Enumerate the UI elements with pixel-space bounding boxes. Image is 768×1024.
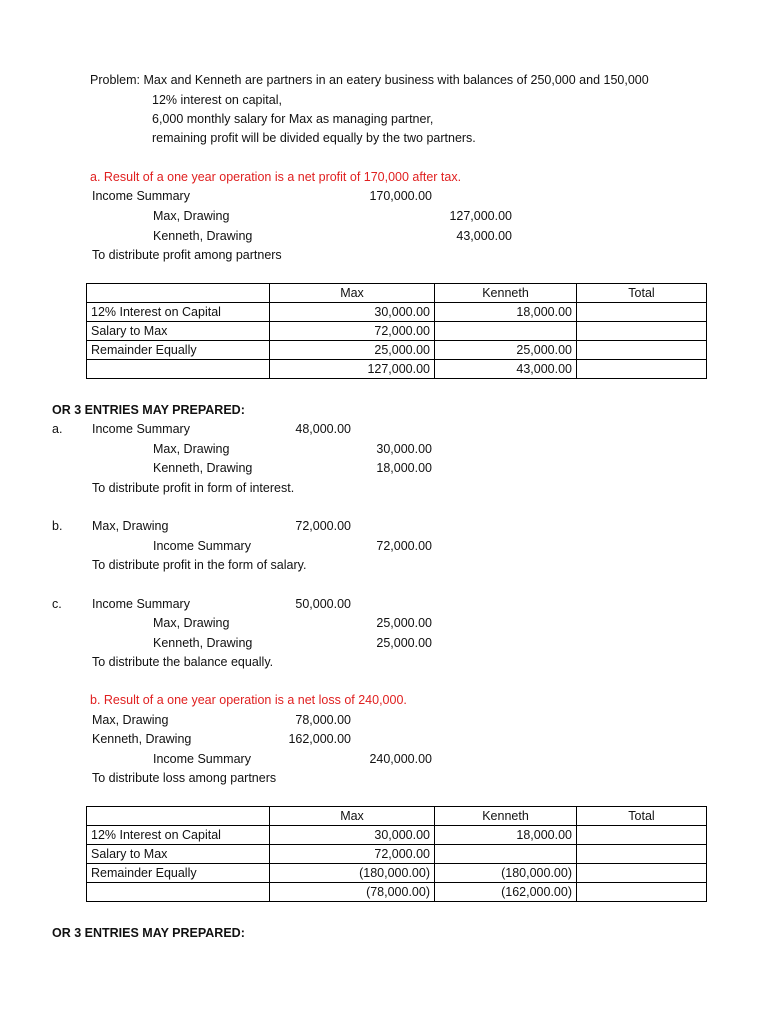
entry-letter: a. <box>52 422 63 436</box>
entry-cr2-amount: 25,000.00 <box>376 636 432 650</box>
entry-cr1-account: Max, Drawing <box>153 442 230 456</box>
entry-dr1-amount: 78,000.00 <box>295 713 351 727</box>
entry-explanation: To distribute the balance equally. <box>92 655 274 669</box>
table-header-row <box>87 807 707 826</box>
table-cell: Salary to Max <box>87 322 270 341</box>
table-row <box>87 360 707 379</box>
table-header-cell <box>87 284 270 303</box>
entry-dr-account: Max, Drawing <box>92 519 169 533</box>
table-header-cell: Max <box>270 807 435 826</box>
entry-cr-account: Income Summary <box>153 752 251 766</box>
part-b-heading: b. Result of a one year operation is a net loss of 240,000. <box>90 693 407 707</box>
table-header-cell: Kenneth <box>435 284 577 303</box>
entry-cr2-account: Kenneth, Drawing <box>153 636 253 650</box>
part-a-heading: a. Result of a one year operation is a net profit of 170,000 after tax. <box>90 170 462 184</box>
entry-explanation: To distribute profit in form of interest. <box>92 481 295 495</box>
entry-cr1-account: Max, Drawing <box>153 616 230 630</box>
entry-cr1-account: Income Summary <box>153 539 251 553</box>
table-cell: 127,000.00 <box>270 360 435 379</box>
table-cell: 18,000.00 <box>435 826 577 845</box>
entry-explanation: To distribute loss among partners <box>92 771 277 785</box>
table-cell <box>577 322 707 341</box>
entry-cr2-account: Kenneth, Drawing <box>153 229 253 243</box>
entry-dr1-account: Max, Drawing <box>92 713 169 727</box>
table-row <box>87 303 707 322</box>
problem-line-2: 12% interest on capital, <box>152 93 282 107</box>
table-cell: 30,000.00 <box>270 303 435 322</box>
problem-line-4: remaining profit will be divided equally by the two partners. <box>152 131 476 145</box>
entry-cr2-amount: 18,000.00 <box>376 461 432 475</box>
table-cell <box>577 845 707 864</box>
table-cell <box>435 322 577 341</box>
table-cell <box>435 845 577 864</box>
table-row <box>87 864 707 883</box>
entry-dr-account: Income Summary <box>92 597 190 611</box>
entry-dr-amount: 50,000.00 <box>295 597 351 611</box>
entry-dr-amount: 72,000.00 <box>295 519 351 533</box>
table-cell: (78,000.00) <box>270 883 435 902</box>
table-cell <box>577 341 707 360</box>
entry-letter: b. <box>52 519 63 533</box>
table-row <box>87 341 707 360</box>
table-cell: 72,000.00 <box>270 322 435 341</box>
part-a-distribution-table <box>86 283 707 379</box>
table-header-cell: Total <box>577 284 707 303</box>
table-cell: 43,000.00 <box>435 360 577 379</box>
entry-dr-account: Income Summary <box>92 189 190 203</box>
table-header-cell: Max <box>270 284 435 303</box>
table-cell: 12% Interest on Capital <box>87 826 270 845</box>
or-entries-heading: OR 3 ENTRIES MAY PREPARED: <box>52 403 245 417</box>
table-cell: 72,000.00 <box>270 845 435 864</box>
table-header-cell: Total <box>577 807 707 826</box>
table-cell: Remainder Equally <box>87 341 270 360</box>
table-cell: Remainder Equally <box>87 864 270 883</box>
entry-explanation: To distribute profit among partners <box>92 248 282 262</box>
table-cell <box>577 303 707 322</box>
table-cell <box>577 360 707 379</box>
table-row <box>87 845 707 864</box>
part-b-distribution-table <box>86 806 707 902</box>
table-cell: (180,000.00) <box>435 864 577 883</box>
entry-cr1-amount: 30,000.00 <box>376 442 432 456</box>
entry-cr1-amount: 72,000.00 <box>376 539 432 553</box>
entry-dr-amount: 170,000.00 <box>369 189 432 203</box>
entry-dr2-amount: 162,000.00 <box>288 732 351 746</box>
problem-line-1: Problem: Max and Kenneth are partners in an eatery business with balances of 250,000 and 150,000 <box>90 73 649 87</box>
table-cell <box>577 883 707 902</box>
entry-dr2-account: Kenneth, Drawing <box>92 732 192 746</box>
table-cell <box>87 883 270 902</box>
table-header-cell: Kenneth <box>435 807 577 826</box>
table-cell: (180,000.00) <box>270 864 435 883</box>
entry-dr-amount: 48,000.00 <box>295 422 351 436</box>
table-cell: 25,000.00 <box>270 341 435 360</box>
table-cell: Salary to Max <box>87 845 270 864</box>
entry-cr1-amount: 127,000.00 <box>449 209 512 223</box>
table-cell: 12% Interest on Capital <box>87 303 270 322</box>
table-row <box>87 322 707 341</box>
table-cell: 25,000.00 <box>435 341 577 360</box>
or-entries-heading: OR 3 ENTRIES MAY PREPARED: <box>52 926 245 940</box>
entry-cr2-amount: 43,000.00 <box>456 229 512 243</box>
entry-cr1-account: Max, Drawing <box>153 209 230 223</box>
table-header-cell <box>87 807 270 826</box>
table-row <box>87 883 707 902</box>
entry-letter: c. <box>52 597 62 611</box>
entry-cr1-amount: 25,000.00 <box>376 616 432 630</box>
table-header-row <box>87 284 707 303</box>
entry-explanation: To distribute profit in the form of salary. <box>92 558 307 572</box>
table-cell <box>577 864 707 883</box>
table-cell: 30,000.00 <box>270 826 435 845</box>
entry-cr2-account: Kenneth, Drawing <box>153 461 253 475</box>
problem-line-3: 6,000 monthly salary for Max as managing partner, <box>152 112 434 126</box>
table-cell: 18,000.00 <box>435 303 577 322</box>
entry-cr-amount: 240,000.00 <box>369 752 432 766</box>
table-cell <box>577 826 707 845</box>
table-cell <box>87 360 270 379</box>
entry-dr-account: Income Summary <box>92 422 190 436</box>
table-cell: (162,000.00) <box>435 883 577 902</box>
table-row <box>87 826 707 845</box>
